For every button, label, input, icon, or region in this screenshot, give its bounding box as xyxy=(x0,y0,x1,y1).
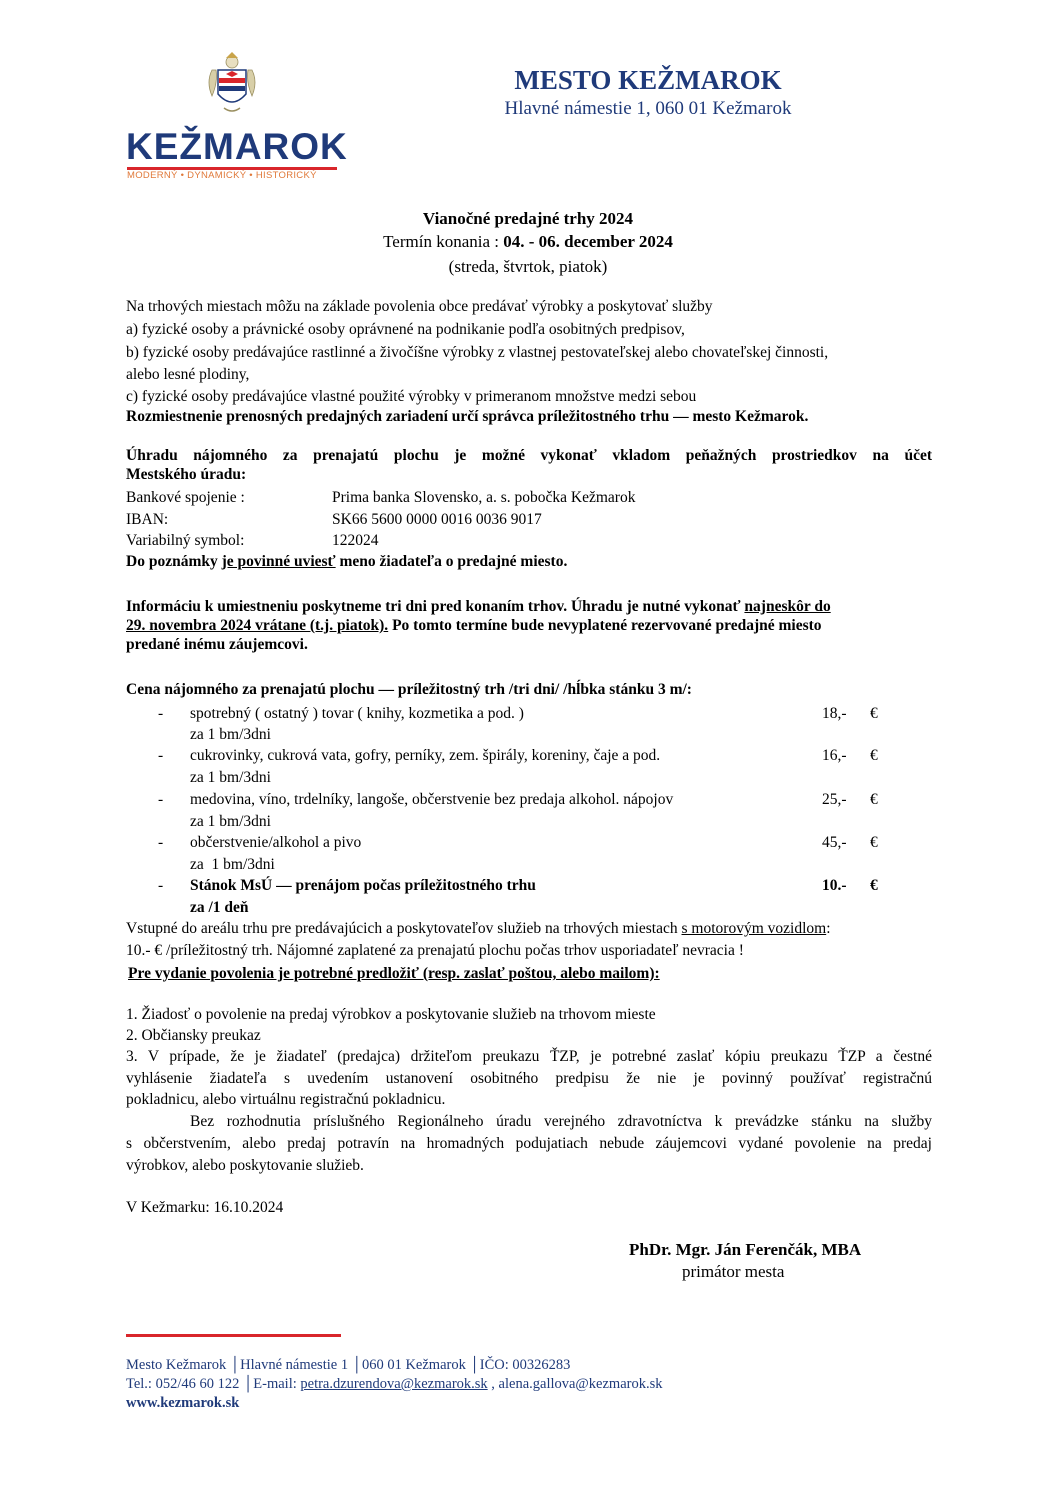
vs-value: 122024 xyxy=(332,532,379,549)
iban-label: IBAN: xyxy=(126,511,169,528)
pricing-heading: Cena nájomného za prenajatú plochu — príležitostný trh /tri dni/ /hĺbka stánku 3 m/: xyxy=(126,681,692,698)
price-desc: cukrovinky, cukrová vata, gofry, perníky, zem. špirály, koreniny, čaje a pod. xyxy=(190,747,661,764)
price-dash: - xyxy=(158,705,164,722)
price-dash: - xyxy=(158,834,164,851)
info-line-2-text: Po tomto termíne bude nevyplatené rezervované predajné miesto xyxy=(388,617,822,634)
payment-note-c: meno žiadateľa o predajné miesto. xyxy=(335,553,568,570)
payment-line-2: Mestského úradu: xyxy=(126,466,247,483)
info-line-3: predané inému záujemcovi. xyxy=(126,636,308,653)
intro-line-1: Na trhových miestach môžu na základe povolenia obce predávať výrobky a poskytovať služby xyxy=(126,298,713,315)
price-currency: € xyxy=(870,705,878,722)
intro-line-6: Rozmiestnenie prenosných predajných zariadení určí správca príležitostného trhu — mesto Kežmarok. xyxy=(126,408,809,425)
info-line-1 xyxy=(126,597,831,617)
event-title: Vianočné predajné trhy 2024 xyxy=(422,209,634,228)
entry-vehicle: s motorovým vozidlom xyxy=(681,920,827,937)
footer-email-link[interactable]: petra.dzurendova@kezmarok.sk xyxy=(300,1376,488,1392)
footer-address: Mesto Kežmarok │Hlavné námestie 1 │060 01 Kežmarok │IČO: 00326283 xyxy=(126,1357,571,1373)
logo-tagline: MODERNÝ • DYNAMICKÝ • HISTORICKÝ xyxy=(127,170,317,181)
city-coat-of-arms-icon xyxy=(204,52,260,118)
price-dash: - xyxy=(158,877,164,894)
event-days: (streda, štvrtok, piatok) xyxy=(448,257,608,276)
bank-value: Prima banka Slovensko, a. s. pobočka Kežmarok xyxy=(332,489,636,506)
price-currency: € xyxy=(870,791,878,808)
event-term xyxy=(328,231,728,253)
price-desc: občerstvenie/alkohol a pivo xyxy=(190,834,362,851)
price-desc: spotrebný ( ostatný ) tovar ( knihy, kozmetika a pod. ) xyxy=(190,705,524,722)
footer-website[interactable]: www.kezmarok.sk xyxy=(126,1395,240,1411)
price-unit: za /1 deň xyxy=(190,899,249,916)
health-notice-line-1: Bez rozhodnutia príslušného Regionálneho úradu verejného zdravotníctva k prevádzke stánku na služby xyxy=(190,1113,932,1130)
intro-line-5: c) fyzické osoby predávajúce vlastné použité výrobky v primeranom množstve medzi sebou xyxy=(126,388,697,405)
info-line-1-text: Informáciu k umiestneniu poskytneme tri dni pred konaním trhov. Úhradu je nutné vykonať xyxy=(126,598,745,615)
intro-line-3: b) fyzické osoby predávajúce rastlinné a živočíšne výrobky z vlastnej pestovateľskej alebo chovateľskej činnosti, xyxy=(126,344,829,361)
footer-email-2: , alena.gallova@kezmarok.sk xyxy=(487,1376,663,1392)
payment-line-1: Úhradu nájomného za prenajatú plochu je možné vykonať vkladom peňažných prostriedkov na účet xyxy=(126,447,932,464)
issue-date: V Kežmarku: 16.10.2024 xyxy=(126,1199,284,1216)
price-value: 45,- xyxy=(822,834,847,851)
requirement-3-line-3: pokladnicu, alebo virtuálnu registračnú pokladnicu. xyxy=(126,1091,446,1108)
city-address: Hlavné námestie 1, 060 01 Kežmarok xyxy=(504,98,792,119)
payment-note-emphasis: je povinné uviesť xyxy=(221,553,336,570)
payment-note xyxy=(126,552,567,572)
entry-line-2: 10.- € /príležitostný trh. Nájomné zaplatené za prenajatú plochu počas trhov usporiadateľ nevracia ! xyxy=(126,942,744,959)
bank-label: Bankové spojenie : xyxy=(126,489,245,506)
requirement-3-line-1: 3. V prípade, že je žiadateľ (predajca) držiteľom preukazu ŤZP, je potrebné zaslať kópiu preukazu ŤZP a čestné xyxy=(126,1048,932,1065)
intro-line-4: alebo lesné plodiny, xyxy=(126,366,250,383)
requirement-3-line-2: vyhlásenie žiadateľa s uvedením ustanovení osobitného predpisu že nie je povinný používať registračnú xyxy=(126,1070,932,1087)
footer-phone: Tel.: 052/46 60 122 │E-mail: xyxy=(126,1376,301,1392)
logo-wordmark: KEŽMAROK xyxy=(126,126,348,167)
price-unit: za 1 bm/3dni xyxy=(190,769,271,786)
entry-line-1 xyxy=(126,919,831,939)
price-currency: € xyxy=(870,747,878,764)
price-value: 16,- xyxy=(822,747,847,764)
vs-label: Variabilný symbol: xyxy=(126,532,245,549)
signer-title: primátor mesta xyxy=(682,1262,785,1281)
requirements-heading: Pre vydanie povolenia je potrebné predložiť (resp. zaslať poštou, alebo mailom): xyxy=(128,965,660,982)
price-desc: Stánok MsÚ — prenájom počas príležitostného trhu xyxy=(190,877,536,894)
price-value: 18,- xyxy=(822,705,847,722)
city-title: MESTO KEŽMAROK xyxy=(514,65,782,95)
payment-note-a: Do poznámky xyxy=(126,553,222,570)
footer-red-rule xyxy=(126,1334,341,1337)
requirement-2: 2. Občiansky preukaz xyxy=(126,1027,261,1044)
health-notice-line-2: s občerstvením, alebo predaj potravín na hromadných podujatiach nebude záujemcovi vydané povolenie na predaj xyxy=(126,1135,932,1152)
entry-colon: : xyxy=(826,920,831,937)
info-deadline-b: 29. novembra 2024 vrátane (t.j. piatok). xyxy=(126,617,389,634)
price-unit: za 1 bm/3dni xyxy=(190,726,271,743)
event-term-label: Termín konania : xyxy=(383,232,504,251)
info-deadline-a: najneskôr do xyxy=(744,598,831,615)
price-dash: - xyxy=(158,791,164,808)
info-line-2 xyxy=(126,616,822,636)
footer-contact xyxy=(126,1374,662,1394)
price-unit: za 1 bm/3dni xyxy=(190,856,275,873)
price-desc: medovina, víno, trdelníky, langoše, občerstvenie bez predaja alkohol. nápojov xyxy=(190,791,674,808)
requirement-1: 1. Žiadosť o povolenie na predaj výrobkov a poskytovanie služieb na trhovom mieste xyxy=(126,1006,656,1023)
price-value: 25,- xyxy=(822,791,847,808)
iban-value: SK66 5600 0000 0016 0036 9017 xyxy=(332,511,542,528)
event-term-dates: 04. - 06. december 2024 xyxy=(503,232,673,251)
health-notice-line-3: výrobkov, alebo poskytovanie služieb. xyxy=(126,1157,364,1174)
price-currency: € xyxy=(870,834,878,851)
price-value: 10.- xyxy=(822,877,847,894)
intro-line-2: a) fyzické osoby a právnické osoby oprávnené na podnikanie podľa osobitných predpisov, xyxy=(126,321,685,338)
price-dash: - xyxy=(158,747,164,764)
price-unit: za 1 bm/3dni xyxy=(190,813,271,830)
entry-line-1-text: Vstupné do areálu trhu pre predávajúcich a poskytovateľov služieb na trhových miestach xyxy=(126,920,682,937)
signer-name: PhDr. Mgr. Ján Ferenčák, MBA xyxy=(629,1240,862,1259)
price-currency: € xyxy=(870,877,878,894)
